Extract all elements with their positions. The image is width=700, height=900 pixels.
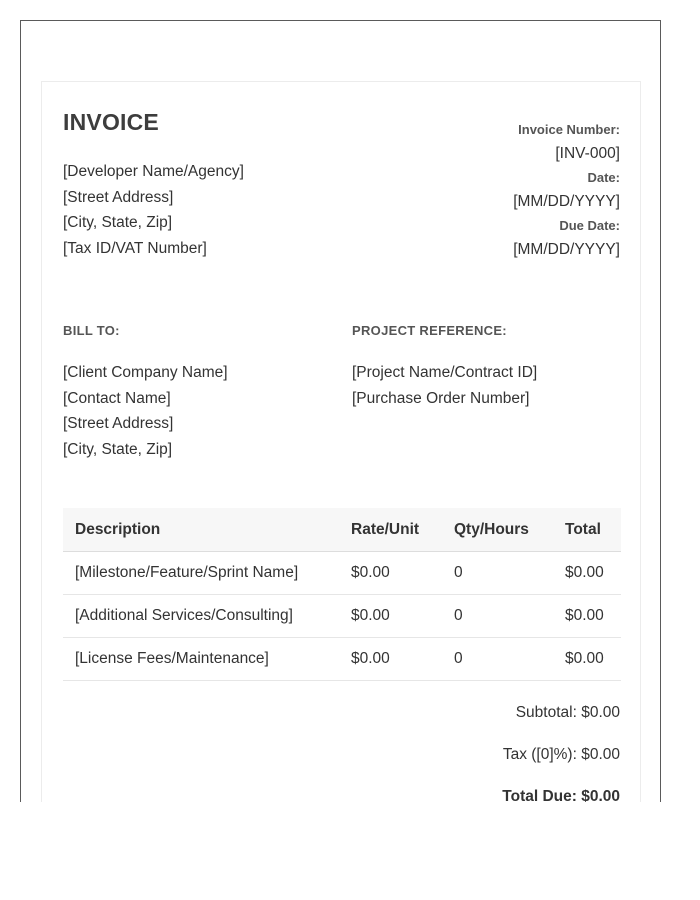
- row-total: $0.00: [553, 595, 621, 638]
- row-total: $0.00: [553, 552, 621, 595]
- bill-to-section: [63, 323, 228, 463]
- total-due: Total Due: $0.00: [502, 788, 620, 802]
- project-name: [Project Name/Contract ID]: [352, 364, 538, 381]
- sender-street: [Street Address]: [63, 188, 174, 206]
- row-rate: $0.00: [339, 638, 442, 681]
- project-reference-label: PROJECT REFERENCE:: [352, 323, 507, 338]
- row-qty: 0: [442, 595, 553, 638]
- client-contact: [Contact Name]: [63, 389, 171, 407]
- row-qty: 0: [442, 638, 553, 681]
- invoice-date-label: Date:: [587, 170, 620, 185]
- header-qty: Qty/Hours: [442, 508, 553, 552]
- row-description: [Milestone/Feature/Sprint Name]: [63, 552, 339, 595]
- purchase-order-number: [Purchase Order Number]: [352, 389, 530, 407]
- row-description: [License Fees/Maintenance]: [63, 638, 339, 681]
- invoice-meta: [513, 121, 620, 265]
- tax-amount: Tax ([0]%): $0.00: [502, 746, 620, 763]
- sender-city: [City, State, Zip]: [63, 214, 173, 232]
- invoice-title: INVOICE: [63, 109, 159, 135]
- client-city: [City, State, Zip]: [63, 441, 173, 459]
- subtotal: Subtotal: $0.00: [515, 704, 620, 721]
- row-rate: $0.00: [339, 552, 442, 595]
- invoice-card: [41, 81, 641, 802]
- table-row: [63, 638, 621, 681]
- client-company: [Client Company Name]: [63, 364, 228, 381]
- header-rate: Rate/Unit: [339, 508, 442, 552]
- invoice-number-group: [513, 121, 620, 169]
- table-header-row: [63, 508, 621, 552]
- table-row: [63, 552, 621, 595]
- header-description: Description: [63, 508, 339, 552]
- totals-section: [502, 702, 620, 802]
- invoice-number-value: [INV-000]: [555, 145, 620, 162]
- row-rate: $0.00: [339, 595, 442, 638]
- due-date-value: [MM/DD/YYYY]: [513, 241, 620, 258]
- sender-tax-id: [Tax ID/VAT Number]: [63, 240, 207, 258]
- due-date-label: Due Date:: [559, 218, 620, 233]
- bill-to-label: BILL TO:: [63, 323, 120, 338]
- sender-address: [63, 159, 244, 262]
- table-row: [63, 595, 621, 638]
- client-street: [Street Address]: [63, 415, 174, 433]
- invoice-date-value: [MM/DD/YYYY]: [513, 193, 620, 210]
- row-description: [Additional Services/Consulting]: [63, 595, 339, 638]
- sender-name: [Developer Name/Agency]: [63, 163, 244, 180]
- page-frame: [20, 20, 661, 802]
- invoice-due-group: [513, 217, 620, 265]
- line-items-table: [63, 508, 621, 681]
- invoice-date-group: [513, 169, 620, 217]
- row-qty: 0: [442, 552, 553, 595]
- row-total: $0.00: [553, 638, 621, 681]
- invoice-number-label: Invoice Number:: [518, 122, 620, 137]
- project-reference-details: [352, 360, 537, 411]
- bill-to-address: [63, 360, 228, 463]
- project-reference-section: [352, 323, 537, 411]
- header-total: Total: [553, 508, 621, 552]
